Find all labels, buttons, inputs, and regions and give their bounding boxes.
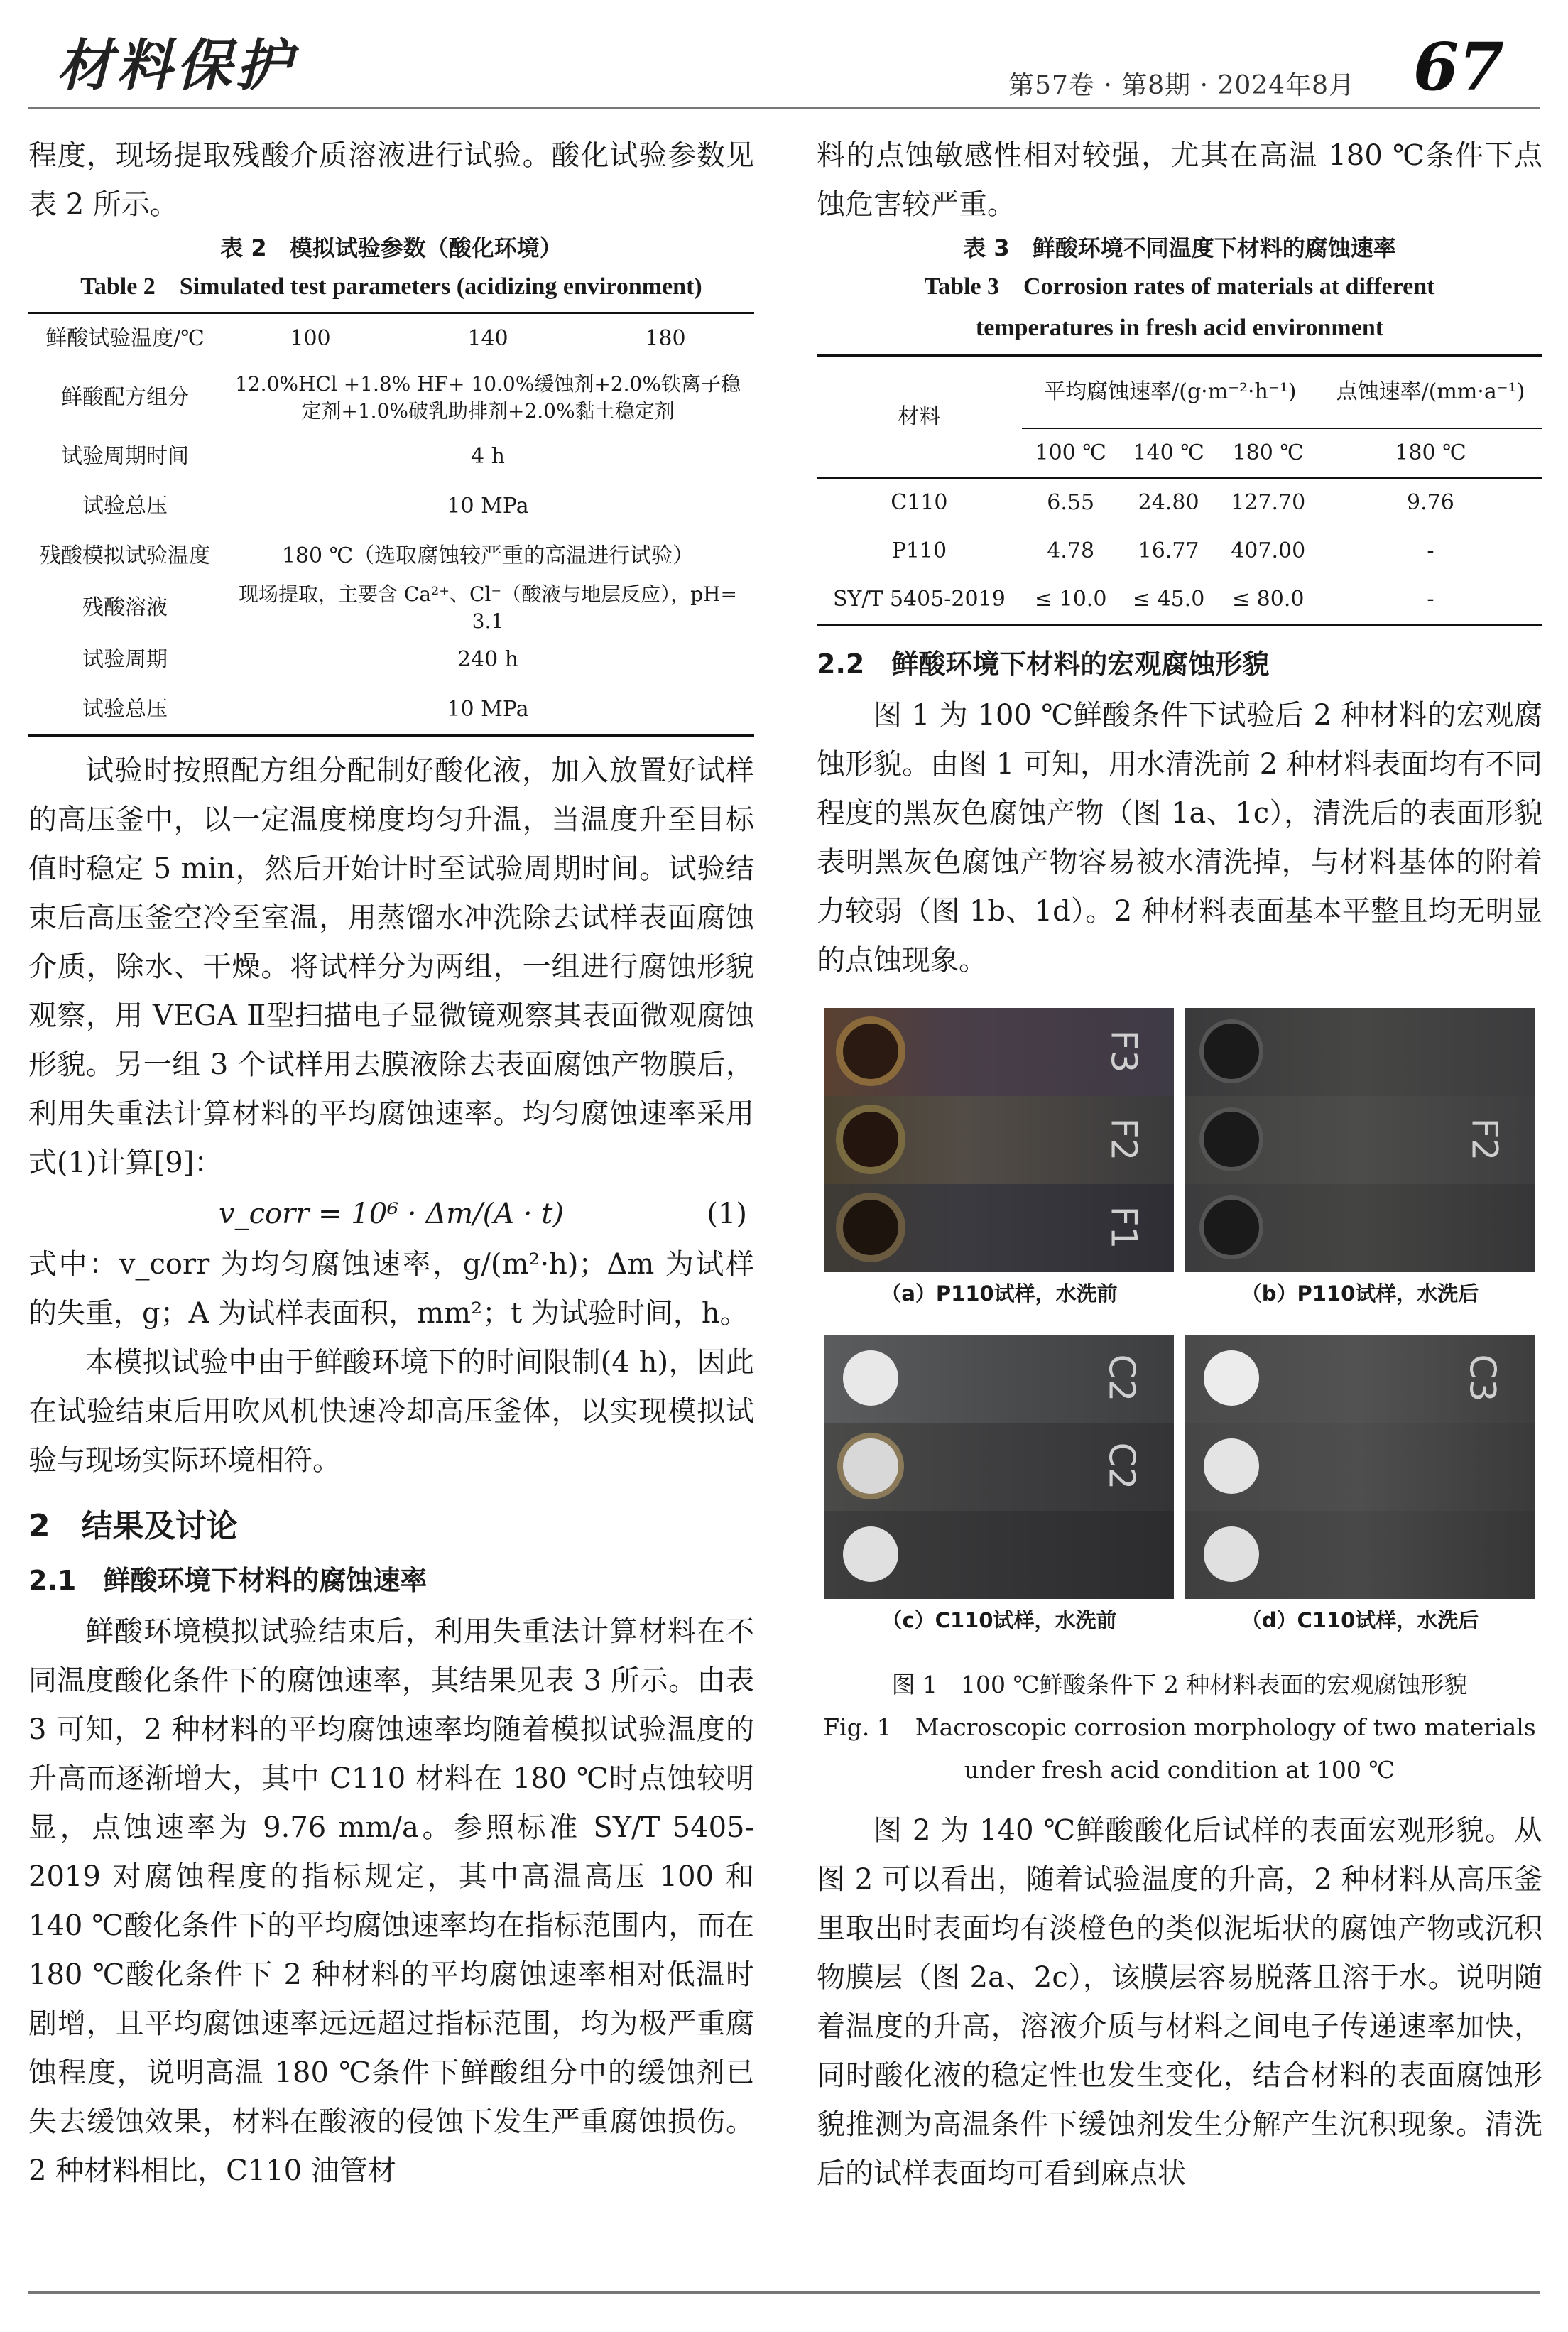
journal-logo: 材料保护 [57,33,296,98]
section-2-heading: 2 结果及讨论 [28,1508,238,1544]
table-row [28,313,754,364]
figure-1-caption-en-1: Fig. 1 Macroscopic corrosion morphology of two materials [823,1713,1536,1741]
table3 [817,354,1542,626]
table-cell: 鲜酸试验温度/℃ [45,326,205,351]
figure-1 [824,1008,1535,1661]
table-row [817,478,1542,527]
table-row [28,432,754,482]
page-number: 67 [1412,28,1504,105]
table-row [28,482,754,531]
engraved-label: F2 [1464,1117,1506,1161]
table-row [28,364,754,432]
column-header-180c: 180 ℃ [1218,428,1319,478]
engraved-label: C2 [1101,1442,1143,1490]
column-header-pit-rate: 点蚀速率/(mm·a⁻¹) [1319,356,1542,429]
table-cell: 试验周期 [82,647,168,672]
table-row [28,635,754,685]
table2-caption-cn: 表 2 模拟试验参数（酸化环境） [220,234,562,261]
table3-caption-en-1: Table 3 Corrosion rates of materials at different [924,273,1435,300]
table-cell: ≤ 80.0 [1231,587,1305,612]
table-header-row [817,356,1542,429]
table-cell: 4.78 [1047,538,1095,563]
table3-caption-en-2: temperatures in fresh acid environment [975,315,1384,341]
equation-1 [28,1188,754,1240]
figure-1-caption-en-2: under fresh acid condition at 100 ℃ [964,1756,1395,1784]
figure-1d-caption: （d）C110试样，水洗后 [1241,1608,1479,1632]
table-cell: 试验周期时间 [61,444,189,469]
equation-body: v_corr = 10⁶ · Δm/(A · t) [219,1198,564,1230]
engraved-label: F2 [1103,1117,1145,1161]
footer-rule [28,2291,1540,2294]
table-cell: 127.70 [1231,490,1306,515]
paragraph-fig1: 图 1 为 100 ℃鲜酸条件下试验后 2 种材料的宏观腐蚀形貌。由图 1 可知，用水清洗前 2 种材料表面均有不同程度的黑灰色腐蚀产物（图 1a、1c），清洗后的表面形貌表明黑灰色腐蚀产物容易被水清洗掉，与材料基体的附着力较弱（图 1b、1d）。2 种材料表面基本平整且均无明显的点蚀现象。 [817,699,1542,977]
table-cell: 10 MPa [447,697,529,722]
photo-p110-before-wash [824,1008,1174,1272]
photo-p110-after-wash [1185,1008,1535,1272]
column-header-avg-rate: 平均腐蚀速率/(g·m⁻²·h⁻¹) [1022,356,1319,429]
table-cell: 残酸溶液 [82,595,168,620]
table-cell: SY/T 5405-2019 [832,587,1006,612]
paragraph-continued: 料的点蚀敏感性相对较强，尤其在高温 180 ℃条件下点蚀危害较严重。 [817,139,1542,221]
paragraph-rates: 鲜酸环境模拟试验结束后，利用失重法计算材料在不同温度酸化条件下的腐蚀速率，其结果见表 3 所示。由表 3 可知，2 种材料的平均腐蚀速率均随着模拟试验温度的升高而逐渐增大，其中 C110 材料在 180 ℃时点蚀较明显，点蚀速率为 9.76 mm/a。参照标准 SY/T 5405-2019 对腐蚀程度的指标规定，其中高温高压 100 和 140 ℃酸化条件下的平均腐蚀速率均在指标范围内，而在 180 ℃酸化条件下 2 种材料的平均腐蚀速率相对低温时剧增，且平均腐蚀速率远远超过指标范围，均为极严重腐蚀程度，说明高温 180 ℃条件下鲜酸组分中的缓蚀剂已失去缓蚀效果，材料在酸液的侵蚀下发生严重腐蚀损伤。2 种材料相比，C110 油管材 [28,1615,754,2187]
table-cell: 试验总压 [82,494,168,519]
right-column [817,131,1542,2198]
table-cell: ≤ 45.0 [1132,587,1205,612]
table-cell: P110 [891,538,947,563]
left-column [28,131,754,2196]
paragraph-where: 式中：v_corr 为均匀腐蚀速率，g/(m²·h)；Δm 为试样的失重，g；A 为试样表面积，mm²；t 为试验时间，h。 [28,1248,754,1330]
table-cell: - [1427,587,1434,612]
photo-c110-after-wash [1185,1335,1535,1599]
photo-c110-before-wash [824,1335,1174,1599]
engraved-label: C3 [1461,1354,1503,1402]
header-rule [28,107,1540,109]
table-cell: 现场提取，主要含 Ca²⁺、Cl⁻（酸液与地层反应），pH= 3.1 [239,582,737,633]
table-cell: 鲜酸配方组分 [61,385,189,410]
table3-caption-cn: 表 3 鲜酸环境不同温度下材料的腐蚀速率 [963,234,1396,261]
table-cell: C110 [891,490,948,515]
figure-1b-caption: （b）P110试样，水洗后 [1241,1281,1479,1306]
table-cell: 10 MPa [447,494,529,519]
column-header-180c-pit: 180 ℃ [1319,428,1542,478]
issue-info: 第57卷 · 第8期 · 2024年8月 [1008,71,1355,100]
table-cell: 9.76 [1407,490,1454,515]
table-cell: 残酸模拟试验温度 [40,543,210,568]
table-row [817,527,1542,575]
table-row [817,575,1542,625]
table-cell: ≤ 10.0 [1034,587,1107,612]
table-cell: 12.0%HCl +1.8% HF+ 10.0%缓蚀剂+2.0%铁离子稳定剂+1.0%破乳助排剂+2.0%黏土稳定剂 [235,372,741,423]
table-cell: 100 [290,326,331,351]
figure-1c-caption: （c）C110试样，水洗前 [881,1608,1117,1632]
table-cell: - [1427,538,1434,563]
column-header-100c: 100 ℃ [1022,428,1120,478]
figure-1b [1185,1008,1535,1311]
figure-1-caption-cn: 图 1 100 ℃鲜酸条件下 2 种材料表面的宏观腐蚀形貌 [891,1671,1468,1698]
table-cell: 试验总压 [82,697,168,722]
page-header [28,21,1540,107]
engraved-label: F1 [1103,1205,1145,1249]
column-header-material: 材料 [817,356,1022,479]
table-cell: 240 h [457,647,519,672]
paragraph-fig2: 图 2 为 140 ℃鲜酸酸化后试样的表面宏观形貌。从图 2 可以看出，随着试验温度的升高，2 种材料从高压釜里取出时表面均有淡橙色的类似泥垢状的腐蚀产物或沉积物膜层（图 2a、2c），该膜层容易脱落且溶于水。说明随着温度的升高，溶液介质与材料之间电子传递速率加快，同时酸化液的稳定性也发生变化，结合材料的表面腐蚀形貌推测为高温条件下缓蚀剂发生分解产生沉积现象。清洗后的试样表面均可看到麻点状 [817,1814,1542,2190]
table-cell: 6.55 [1047,490,1095,515]
engraved-label: F3 [1103,1029,1145,1073]
table-cell: 4 h [471,444,505,469]
figure-1c [824,1335,1174,1637]
paragraph-intro: 程度，现场提取残酸介质溶液进行试验。酸化试验参数见表 2 所示。 [28,139,754,221]
paragraph-method: 试验时按照配方组分配制好酸化液，加入放置好试样的高压釜中，以一定温度梯度均匀升温，当温度升至目标值时稳定 5 min，然后开始计时至试验周期时间。试验结束后高压釜空冷至室温，用蒸馏水冲洗除去试样表面腐蚀介质，除水、干燥。将试样分为两组，一组进行腐蚀形貌观察，用 VEGA Ⅱ型扫描电子显微镜观察其表面微观腐蚀形貌。另一组 3 个试样用去膜液除去表面腐蚀产物膜后，利用失重法计算材料的平均腐蚀速率。均匀腐蚀速率采用式(1)计算[9]： [28,754,754,1179]
table-row [28,531,754,581]
table-cell: 16.77 [1138,538,1199,563]
table2 [28,312,754,737]
engraved-label: C2 [1101,1354,1143,1402]
table-cell: 140 [467,326,508,351]
figure-1d [1185,1335,1535,1637]
paragraph-cooling: 本模拟试验中由于鲜酸环境下的时间限制(4 h)，因此在试验结束后用吹风机快速冷却高压釜体，以实现模拟试验与现场实际环境相符。 [28,1346,754,1477]
table-cell: 180 ℃（选取腐蚀较严重的高温进行试验） [281,543,695,568]
table-cell: 24.80 [1138,490,1199,515]
equation-number: (1) [707,1198,747,1230]
section-2-1-heading: 2.1 鲜酸环境下材料的腐蚀速率 [28,1565,428,1596]
table-row [28,685,754,736]
figure-1a [824,1008,1174,1311]
column-header-140c: 140 ℃ [1120,428,1218,478]
table-cell: 180 [645,326,686,351]
table-row [28,581,754,635]
table-cell: 407.00 [1231,538,1306,563]
figure-1a-caption: （a）P110试样，水洗前 [881,1281,1118,1306]
section-2-2-heading: 2.2 鲜酸环境下材料的宏观腐蚀形貌 [817,649,1270,680]
table2-caption-en: Table 2 Simulated test parameters (acidizing environment) [80,273,702,300]
